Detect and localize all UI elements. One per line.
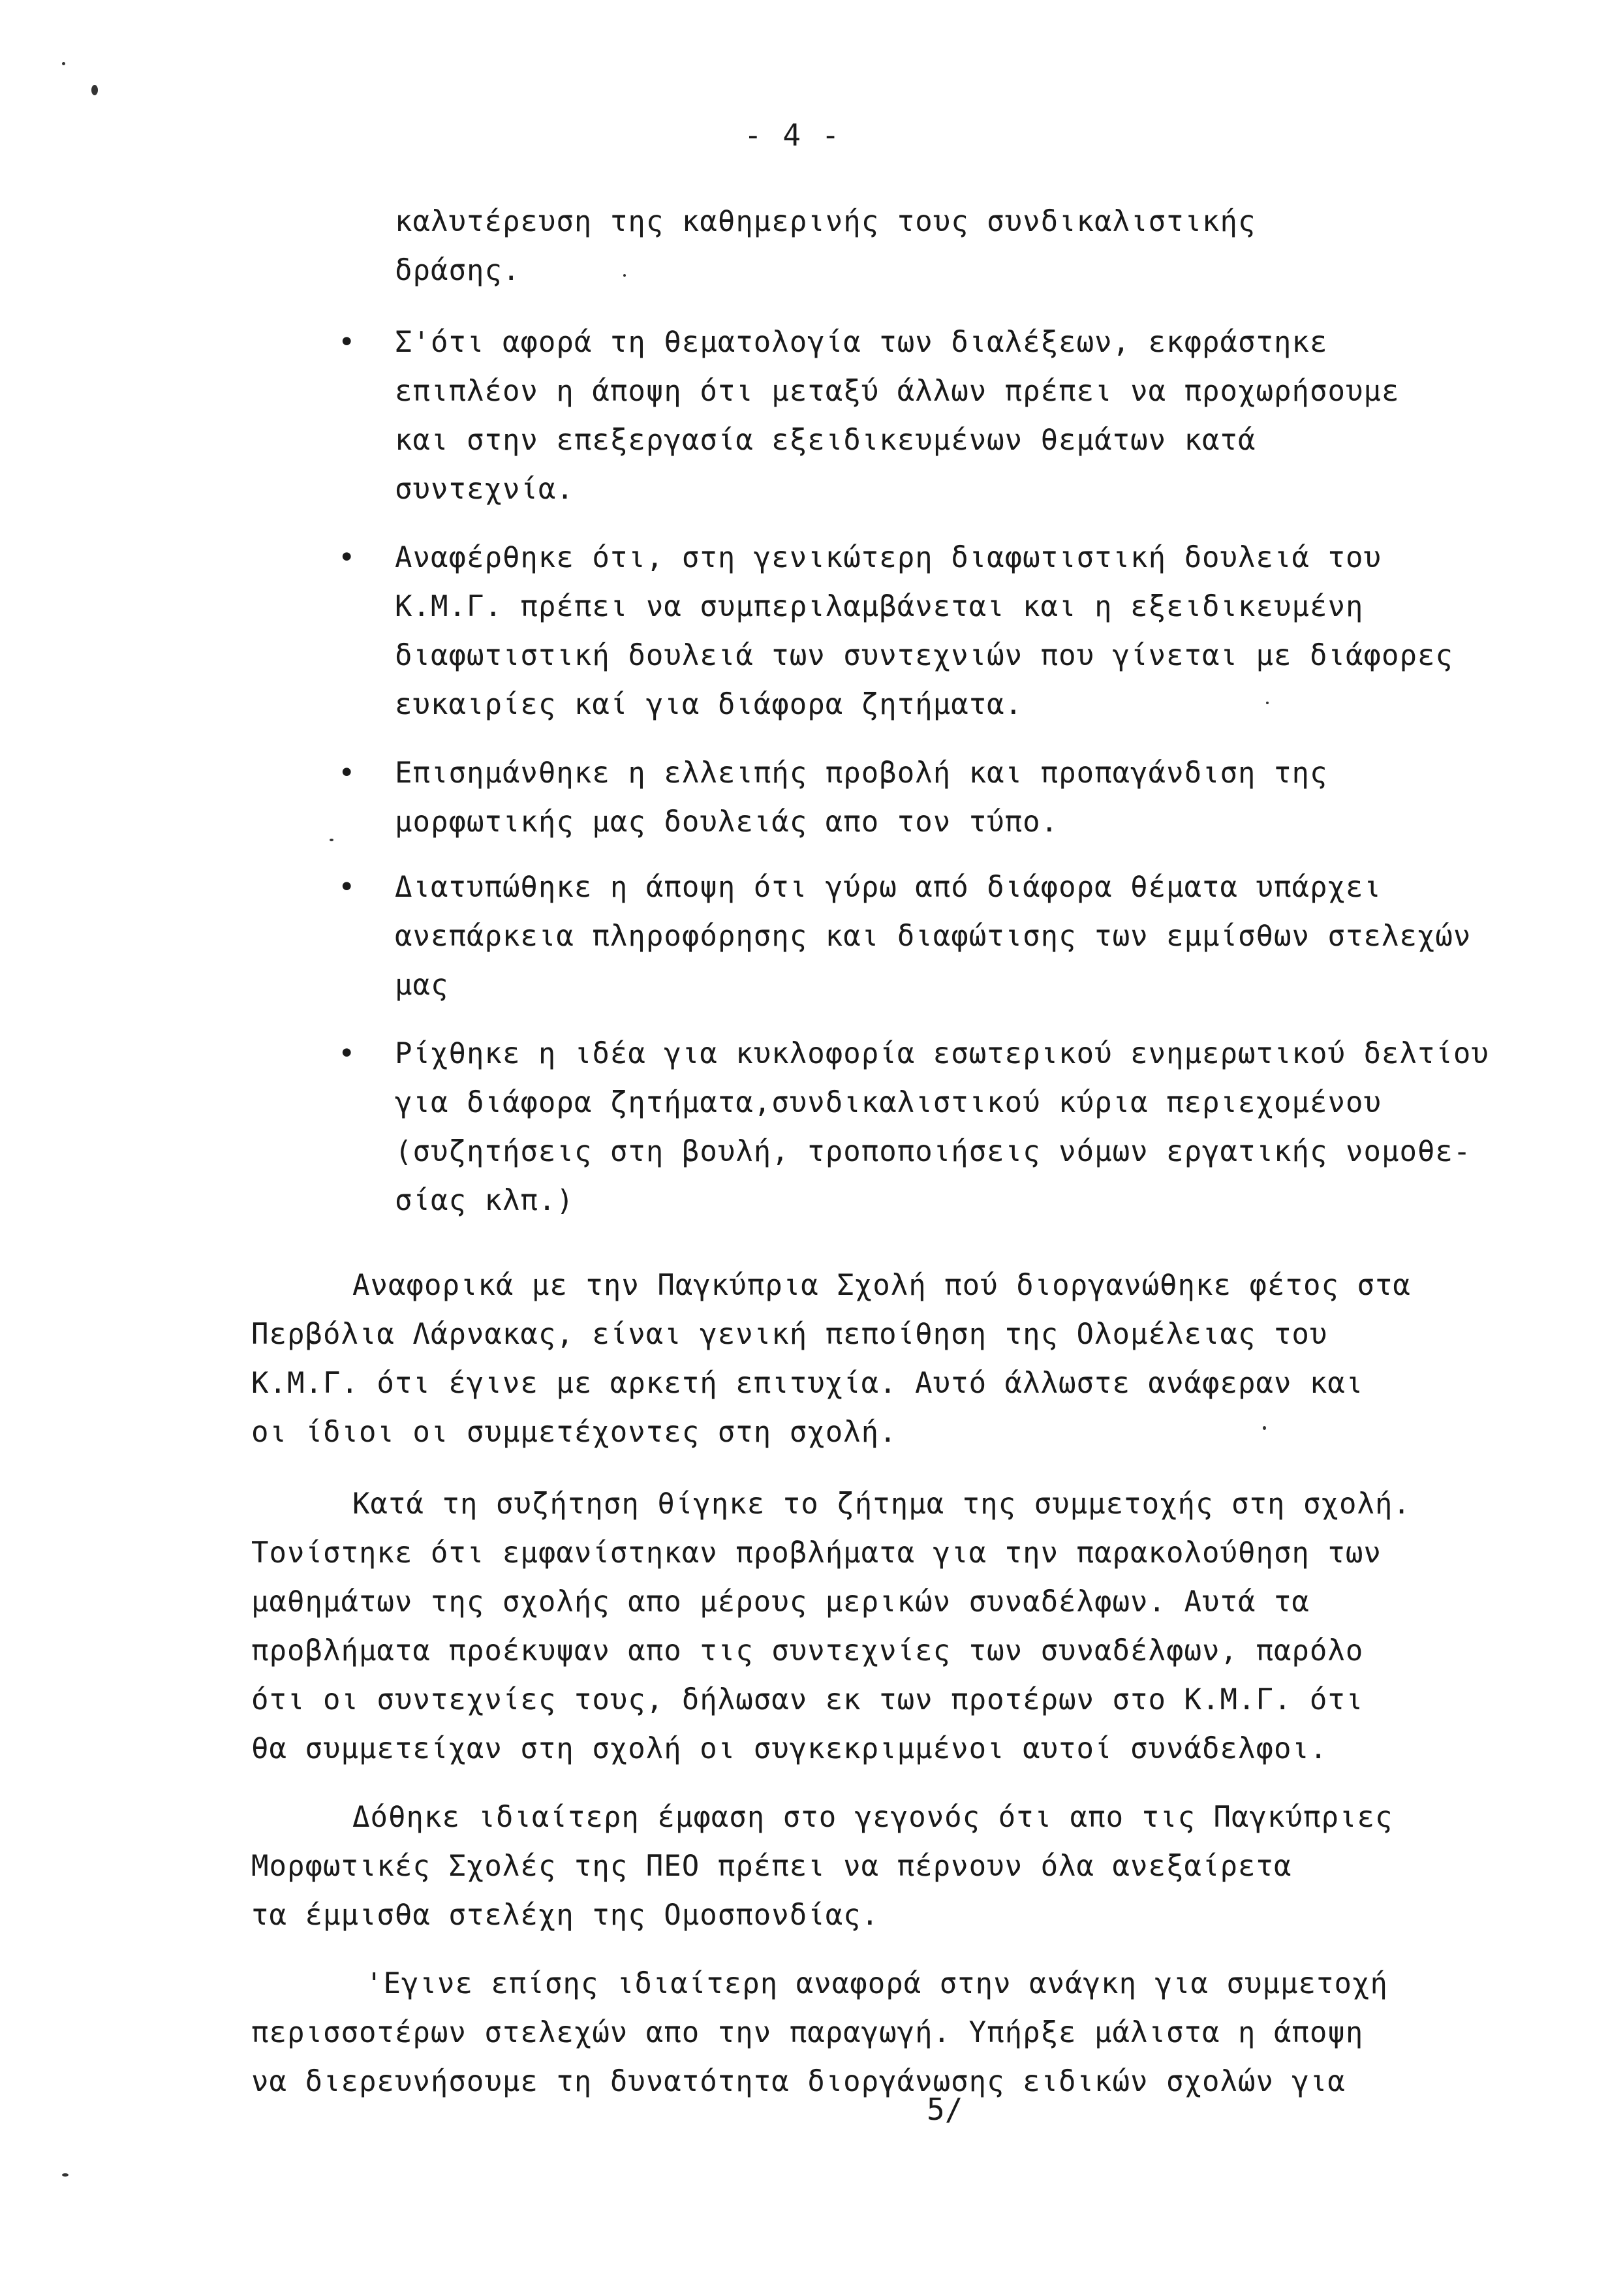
text-line: Δόθηκε ιδιαίτερη έμφαση στο γεγονός ότι απο τις Παγκύπριες [352, 1801, 1393, 1834]
scan-speck [330, 839, 333, 841]
text-line: (συζητήσεις στη βουλή, τροποποιήσεις νόμων εργατικής νομοθε- [395, 1135, 1472, 1168]
scan-speck [62, 62, 65, 65]
text-line: Αναφέρθηκε ότι, στη γενικώτερη διαφωτιστική δουλειά του [395, 541, 1382, 574]
bullet-marker: • [338, 541, 356, 574]
scan-speck [1266, 702, 1269, 704]
scan-speck [62, 2173, 69, 2177]
text-line: περισσοτέρων στελεχών απο την παραγωγή. Υπήρξε μάλιστα η άποψη [251, 2016, 1364, 2049]
scan-speck [623, 274, 626, 277]
text-line: καλυτέρευση της καθημερινής τους συνδικαλιστικής [395, 205, 1256, 238]
bullet-marker: • [338, 756, 356, 790]
text-line: ευκαιρίες καί για διάφορα ζητήματα. [395, 688, 1023, 721]
bullet-marker: • [338, 871, 356, 904]
text-line: σίας κλπ.) [395, 1184, 574, 1217]
text-line: ανεπάρκεια πληροφόρησης και διαφώτισης των εμμίσθων στελεχών [395, 920, 1472, 953]
text-line: ότι οι συντεχνίες τους, δήλωσαν εκ των προτέρων στο Κ.Μ.Γ. ότι [251, 1683, 1364, 1716]
bullet-marker: • [338, 326, 356, 359]
text-line: Σ'ότι αφορά τη θεματολογία των διαλέξεων, εκφράστηκε [395, 326, 1328, 359]
text-line: και στην επεξεργασία εξειδικευμένων θεμάτων κατά [395, 424, 1256, 457]
bullet-marker: • [338, 1037, 356, 1070]
text-line: Αναφορικά με την Παγκύπρια Σχολή πού διοργανώθηκε φέτος στα [352, 1269, 1411, 1302]
text-line: επιπλέον η άποψη ότι μεταξύ άλλων πρέπει να προχωρήσουμε [395, 375, 1400, 408]
text-line: δράσης. [395, 254, 521, 287]
page-number: - 4 - [744, 117, 841, 153]
page-continuation-marker: 5/ [927, 2092, 963, 2127]
text-line: Κ.Μ.Γ. ότι έγινε με αρκετή επιτυχία. Αυτό άλλωστε ανάφεραν και [251, 1367, 1364, 1400]
text-line: συντεχνία. [395, 473, 574, 506]
text-line: Μορφωτικές Σχολές της ΠΕΟ πρέπει να πέρνουν όλα ανεξαίρετα [251, 1850, 1292, 1883]
text-line: για διάφορα ζητήματα,συνδικαλιστικού κύρια περιεχομένου [395, 1086, 1382, 1119]
text-line: Ρίχθηκε η ιδέα για κυκλοφορία εσωτερικού ενημερωτικού δελτίου [395, 1037, 1489, 1070]
text-line: Κατά τη συζήτηση θίγηκε το ζήτημα της συμμετοχής στη σχολή. [352, 1487, 1411, 1521]
text-line: τα έμμισθα στελέχη της Ομοσπονδίας. [251, 1899, 880, 1932]
text-line: προβλήματα προέκυψαν απο τις συντεχνίες των συναδέλφων, παρόλο [251, 1634, 1364, 1668]
text-line: Επισημάνθηκε η ελλειπής προβολή και προπαγάνδιση της [395, 756, 1328, 790]
text-line: διαφωτιστική δουλειά των συντεχνιών που γίνεται με διάφορες [395, 639, 1453, 672]
scan-speck [1263, 1426, 1266, 1430]
text-line: μαθημάτων της σχολής απο μέρους μερικών συναδέλφων. Αυτά τα [251, 1585, 1310, 1619]
text-line: οι ίδιοι οι συμμετέχοντες στη σχολή. [251, 1416, 897, 1449]
text-line: 'Εγινε επίσης ιδιαίτερη αναφορά στην ανάγκη για συμμετοχή [365, 1967, 1388, 2000]
text-line: θα συμμετείχαν στη σχολή οι συγκεκριμμένοι αυτοί συνάδελφοι. [251, 1732, 1328, 1765]
text-line: μας [395, 969, 449, 1002]
text-line: Κ.Μ.Γ. πρέπει να συμπεριλαμβάνεται και η εξειδικευμένη [395, 590, 1364, 623]
text-line: Διατυπώθηκε η άποψη ότι γύρω από διάφορα θέματα υπάρχει [395, 871, 1382, 904]
text-line: να διερευνήσουμε τη δυνατότητα διοργάνωσης ειδικών σχολών για [251, 2065, 1346, 2098]
scan-speck [91, 85, 98, 95]
text-line: μορφωτικής μας δουλειάς απο τον τύπο. [395, 805, 1059, 839]
text-line: Περβόλια Λάρνακας, είναι γενική πεποίθηση της Ολομέλειας του [251, 1318, 1328, 1351]
text-line: Τονίστηκε ότι εμφανίστηκαν προβλήματα για την παρακολούθηση των [251, 1536, 1382, 1570]
